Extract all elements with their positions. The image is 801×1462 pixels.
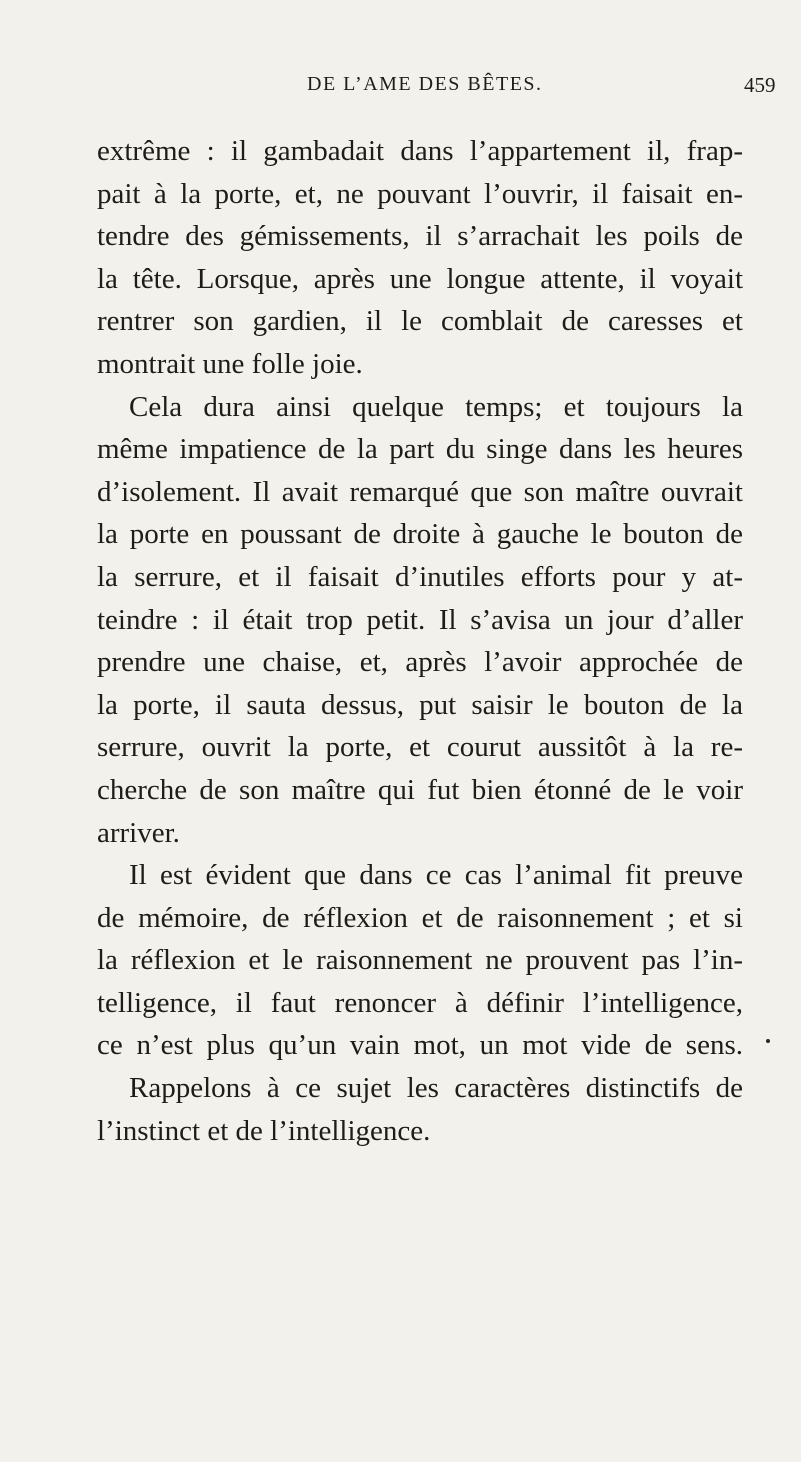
text-line: l’instinct et de l’intelligence.	[97, 1114, 431, 1147]
text-line: la réflexion et le raisonnement ne prouvent pas l’in-	[97, 944, 743, 977]
text-line: la porte, il sauta dessus, put saisir le bouton de la	[97, 688, 743, 721]
running-title: DE L’AME DES BÊTES.	[307, 73, 543, 95]
text-line: extrême : il gambadait dans l’appartement il, frap-	[97, 135, 743, 167]
text-line: de mémoire, de réflexion et de raisonnement ; et si	[97, 901, 743, 934]
body-text	[97, 130, 743, 1152]
ink-speck	[766, 1039, 770, 1043]
text-line: montrait une folle joie.	[97, 347, 363, 380]
text-line: la porte en poussant de droite à gauche le bouton de	[97, 518, 743, 551]
text-line: ce n’est plus qu’un vain mot, un mot vide de sens.	[97, 1029, 743, 1062]
text-line: serrure, ouvrit la porte, et courut aussitôt à la re-	[97, 731, 743, 764]
text-line: la serrure, et il faisait d’inutiles efforts pour y at-	[97, 560, 743, 593]
text-line: même impatience de la part du singe dans les heures	[97, 433, 743, 466]
text-line: prendre une chaise, et, après l’avoir approchée de	[97, 646, 743, 679]
page-number: 459	[744, 73, 776, 97]
text-line: Il est évident que dans ce cas l’animal fit preuve	[129, 859, 743, 892]
text-line: la tête. Lorsque, après une longue attente, il voyait	[97, 262, 743, 295]
running-head	[0, 73, 801, 103]
text-line: arriver.	[97, 816, 180, 849]
text-line: tendre des gémissements, il s’arrachait les poils de	[97, 220, 743, 253]
text-line: Cela dura ainsi quelque temps; et toujours la	[129, 390, 743, 423]
text-line: Rappelons à ce sujet les caractères distinctifs de	[129, 1072, 743, 1105]
text-line: teindre : il était trop petit. Il s’avisa un jour d’aller	[97, 603, 743, 636]
text-line: telligence, il faut renoncer à définir l’intelligence,	[97, 986, 743, 1019]
text-line: d’isolement. Il avait remarqué que son maître ouvrait	[97, 475, 743, 508]
text-line: rentrer son gardien, il le comblait de caresses et	[97, 305, 743, 338]
text-line: cherche de son maître qui fut bien étonné de le voir	[97, 773, 743, 806]
text-line: pait à la porte, et, ne pouvant l’ouvrir, il faisait en-	[97, 177, 743, 210]
